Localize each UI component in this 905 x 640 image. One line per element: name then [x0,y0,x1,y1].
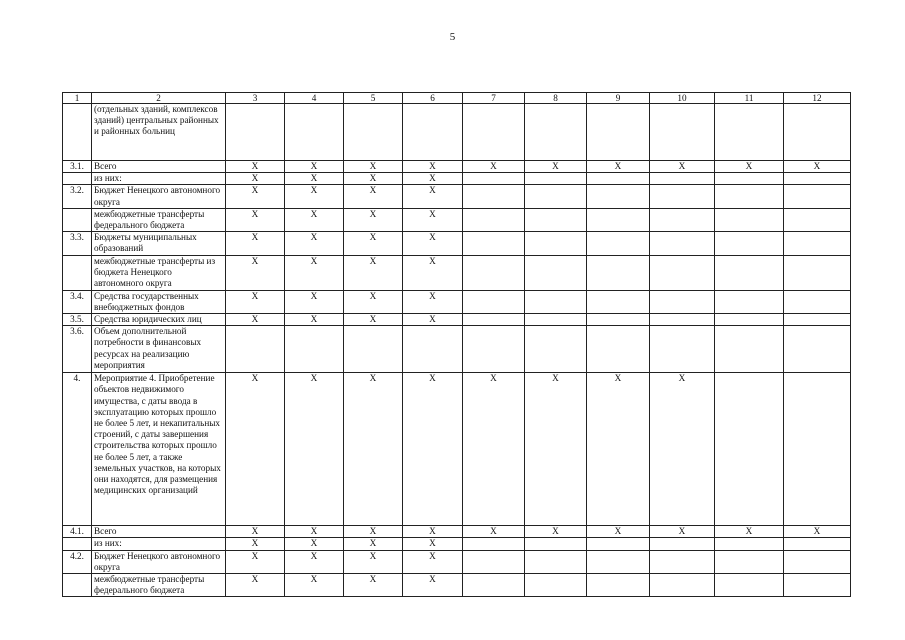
table-cell [587,232,650,255]
row-number [63,574,92,597]
table-cell [403,326,463,373]
table-cell: Х [403,526,463,538]
table-cell: Х [403,574,463,597]
table-cell [525,574,587,597]
table-cell: Х [715,161,784,173]
column-number: 2 [92,93,226,104]
table-cell: Х [403,255,463,290]
table-cell [784,290,851,313]
table-cell [463,574,525,597]
table-cell [226,326,285,373]
table-row [63,185,851,208]
table-cell: Х [344,574,403,597]
row-number [63,208,92,231]
table-cell [587,255,650,290]
table-cell: Х [463,373,525,526]
table-cell [587,326,650,373]
table-cell: Х [226,161,285,173]
table-cell: Х [463,161,525,173]
column-number: 1 [63,93,92,104]
table-cell [715,538,784,550]
column-number: 9 [587,93,650,104]
table-cell [525,255,587,290]
table-row [63,574,851,597]
row-description: Средства юридических лиц [92,314,226,326]
table-cell [784,208,851,231]
table-cell [463,173,525,185]
table-cell [463,314,525,326]
table-cell [587,208,650,231]
column-number: 12 [784,93,851,104]
table-cell: Х [344,161,403,173]
table-cell [784,104,851,161]
table-cell [463,208,525,231]
column-number: 7 [463,93,525,104]
table-cell [285,104,344,161]
table-cell: Х [285,255,344,290]
table-cell [463,104,525,161]
table-cell: Х [344,373,403,526]
table-cell [715,326,784,373]
row-number: 3.6. [63,326,92,373]
table-cell: Х [226,232,285,255]
table-cell [715,550,784,573]
table-cell [784,373,851,526]
table-cell [463,538,525,550]
table-cell: Х [784,161,851,173]
table-cell: Х [285,550,344,573]
table-cell [784,326,851,373]
table-cell [525,290,587,313]
table-cell [650,538,715,550]
table-cell [650,314,715,326]
table-cell [715,255,784,290]
table-cell: Х [587,373,650,526]
table-cell: Х [344,550,403,573]
table-cell: Х [226,538,285,550]
table-row [63,314,851,326]
table-cell [525,185,587,208]
table-cell: Х [403,290,463,313]
row-number: 3.4. [63,290,92,313]
row-description: межбюджетные трансферты федерального бюджета [92,574,226,597]
table-cell: Х [650,161,715,173]
row-number: 4. [63,373,92,526]
table-cell: Х [784,526,851,538]
table-cell: Х [715,526,784,538]
table-cell: Х [403,314,463,326]
table-cell [650,104,715,161]
table-cell [463,185,525,208]
row-description: (отдельных зданий, комплексов зданий) центральных районных и районных больниц [92,104,226,161]
table-cell: Х [525,373,587,526]
row-number [63,255,92,290]
table-cell [715,104,784,161]
table-cell [344,326,403,373]
table-cell: Х [344,208,403,231]
table-cell [784,255,851,290]
table-cell: Х [344,255,403,290]
row-description: Бюджет Ненецкого автономного округа [92,550,226,573]
table-row [63,550,851,573]
row-description: Мероприятие 4. Приобретение объектов недвижимого имущества, с даты ввода в эксплуатацию которых прошло не более 5 лет, и некапитальных строений, с даты завершения строительства которых прошло не более 5 лет, а также земельных участков, на которых они находятся, для размещения медицинских организаций [92,373,226,526]
table-cell: Х [226,290,285,313]
table-cell [715,314,784,326]
table-cell: Х [403,185,463,208]
table-cell: Х [285,538,344,550]
table-cell [344,104,403,161]
table-cell: Х [650,526,715,538]
column-number: 5 [344,93,403,104]
row-description: Всего [92,526,226,538]
table-cell: Х [344,314,403,326]
table-cell: Х [285,173,344,185]
table-cell: Х [344,538,403,550]
table-cell: Х [226,574,285,597]
row-description: Бюджеты муниципальных образований [92,232,226,255]
program-financing-table [62,92,851,597]
row-description: Всего [92,161,226,173]
row-description: из них: [92,538,226,550]
table-cell [715,232,784,255]
table-cell [525,104,587,161]
row-description: Бюджет Ненецкого автономного округа [92,185,226,208]
row-description: межбюджетные трансферты из бюджета Ненецкого автономного округа [92,255,226,290]
table-cell: Х [285,208,344,231]
table-cell: Х [344,290,403,313]
table-cell: Х [226,314,285,326]
table-cell: Х [226,173,285,185]
table-cell: Х [285,161,344,173]
row-number: 3.2. [63,185,92,208]
table-row [63,232,851,255]
row-number [63,538,92,550]
table-cell [587,550,650,573]
table-row [63,255,851,290]
row-number: 3.3. [63,232,92,255]
column-number: 3 [226,93,285,104]
table-cell: Х [226,255,285,290]
table-cell [525,314,587,326]
table-cell [650,232,715,255]
table-cell: Х [285,373,344,526]
table-cell [587,290,650,313]
table-cell [650,326,715,373]
table-cell [784,232,851,255]
table-cell [650,185,715,208]
table-cell: Х [285,574,344,597]
table-cell [525,538,587,550]
table-cell [525,550,587,573]
table-cell [650,550,715,573]
row-number [63,104,92,161]
table-cell [784,173,851,185]
table-cell: Х [403,173,463,185]
table-cell [463,232,525,255]
row-number [63,173,92,185]
table-cell [587,185,650,208]
table-cell: Х [403,550,463,573]
table-cell [715,373,784,526]
row-description: Объем дополнительной потребности в финансовых ресурсах на реализацию мероприятия [92,326,226,373]
table-row [63,326,851,373]
table-cell: Х [525,526,587,538]
table-cell: Х [226,208,285,231]
table-cell [715,290,784,313]
table-row [63,208,851,231]
table-cell: Х [344,526,403,538]
table-cell: Х [587,526,650,538]
table-row [63,538,851,550]
table-row [63,173,851,185]
table-cell [587,104,650,161]
table-cell [463,290,525,313]
table-cell: Х [344,232,403,255]
row-number: 3.5. [63,314,92,326]
table-cell: Х [403,232,463,255]
column-number: 11 [715,93,784,104]
row-number: 4.2. [63,550,92,573]
table-cell: Х [403,161,463,173]
row-number: 3.1. [63,161,92,173]
table-cell [525,232,587,255]
table-cell [463,255,525,290]
table-cell: Х [403,373,463,526]
row-description: Средства государственных внебюджетных фондов [92,290,226,313]
table-cell: Х [344,185,403,208]
table-cell [784,185,851,208]
column-number: 10 [650,93,715,104]
table-cell [285,326,344,373]
table-cell: Х [403,208,463,231]
table-cell [650,255,715,290]
table-cell [587,314,650,326]
table-row [63,290,851,313]
table-cell: Х [650,373,715,526]
table-cell [587,574,650,597]
table-cell [463,326,525,373]
table-cell [650,290,715,313]
table-cell [650,208,715,231]
column-number-header [63,93,851,104]
table-row [63,373,851,526]
table-cell: Х [285,526,344,538]
table-cell [784,314,851,326]
table-cell: Х [285,290,344,313]
row-description: межбюджетные трансферты федерального бюджета [92,208,226,231]
table-cell: Х [226,373,285,526]
table-cell [784,538,851,550]
table-cell [525,208,587,231]
column-number: 8 [525,93,587,104]
table-cell: Х [463,526,525,538]
table-row [63,526,851,538]
table-cell: Х [285,314,344,326]
table-cell [715,185,784,208]
table-row [63,104,851,161]
table-cell [715,574,784,597]
table-cell [463,550,525,573]
table-cell: Х [344,173,403,185]
table-cell [525,326,587,373]
table-cell: Х [285,185,344,208]
table-cell [403,104,463,161]
column-number: 4 [285,93,344,104]
table-cell: Х [226,526,285,538]
table-cell: Х [226,185,285,208]
table-cell [650,173,715,185]
table-cell [525,173,587,185]
table-cell: Х [226,550,285,573]
table-cell [226,104,285,161]
column-number: 6 [403,93,463,104]
table-cell: Х [403,538,463,550]
table-cell [650,574,715,597]
table-cell [587,538,650,550]
table-cell: Х [285,232,344,255]
table-cell [715,173,784,185]
table-cell [784,550,851,573]
table-cell: Х [587,161,650,173]
table-cell [784,574,851,597]
table-cell [715,208,784,231]
table-cell: Х [525,161,587,173]
page-number: 5 [449,31,456,43]
row-description: из них: [92,173,226,185]
row-number: 4.1. [63,526,92,538]
table-cell [587,173,650,185]
table-row [63,161,851,173]
